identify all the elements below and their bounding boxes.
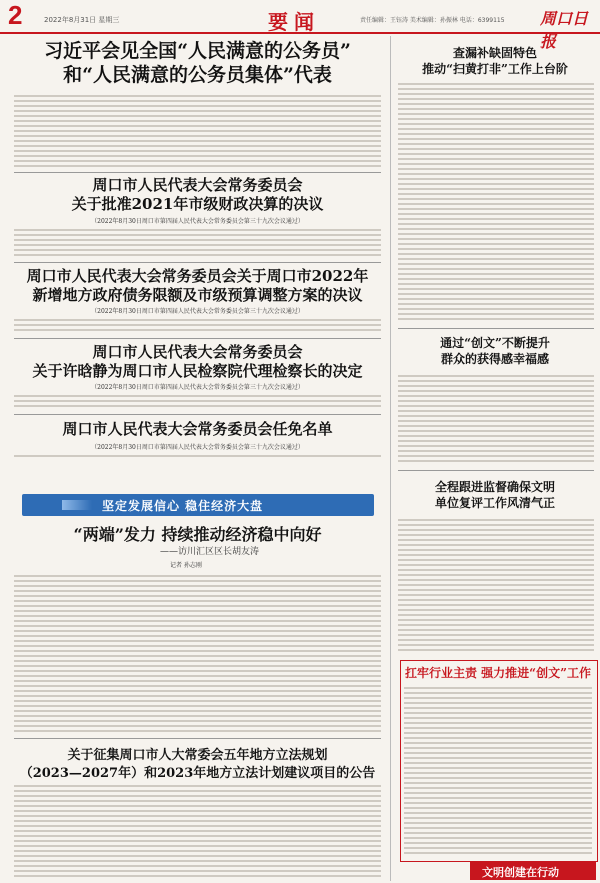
right-article-1-title-line1: 查漏补缺固特色 <box>452 46 537 60</box>
banner-accent <box>62 500 92 510</box>
right-article-2-body <box>398 372 594 464</box>
resolution-1-title: 周口市人民代表大会常务委员会 <box>92 176 303 194</box>
divider <box>14 414 381 415</box>
column-divider <box>390 36 391 881</box>
resolution-3-title: 周口市人民代表大会常务委员会 <box>92 343 303 361</box>
announcement-title-line1: 关于征集周口市人大常委会五年地方立法规划 <box>67 748 328 763</box>
editor-credits: 责任编辑：王钰涛 美术编辑：孙振林 电话：6399115 <box>360 17 505 24</box>
resolution-2-title: 周口市人民代表大会常务委员会关于周口市2022年 <box>26 267 369 285</box>
resolution-4-title: 周口市人民代表大会常务委员会任免名单 <box>62 420 333 438</box>
resolution-4-subtitle: （2022年8月30日周口市第四届人民代表大会常务委员会第三十九次会议通过） <box>91 444 304 451</box>
footer-tag-text: 文明创建在行动 <box>482 866 559 879</box>
resolution-3-subtitle: （2022年8月30日周口市第四届人民代表大会常务委员会第三十九次会议通过） <box>91 384 304 391</box>
divider <box>14 262 381 263</box>
lead-body-text <box>14 92 381 168</box>
divider <box>398 328 594 329</box>
resolution-2-subtitle: （2022年8月30日周口市第四届人民代表大会常务委员会第三十九次会议通过） <box>91 308 304 315</box>
feature-byline: 记者 孙志刚 <box>170 562 202 569</box>
feature-body-text <box>14 572 381 732</box>
feature-headline: “两端”发力 持续推动经济稳中向好 <box>73 525 322 544</box>
right-article-3-body <box>398 516 594 652</box>
feature-banner <box>22 494 374 516</box>
civilization-box-body <box>404 684 592 854</box>
right-article-2-title-line2: 群众的获得感幸福感 <box>440 352 549 366</box>
resolution-3-body <box>14 392 381 408</box>
announcement-title-line2: （2023—2027年）和2023年地方立法计划建议项目的公告 <box>19 766 376 781</box>
lead-headline-line2: 和“人民满意的公务员集体”代表 <box>63 64 332 86</box>
divider <box>14 738 381 739</box>
resolution-1-title2: 关于批准2021年市级财政决算的决议 <box>71 195 324 213</box>
civilization-box-title: 扛牢行业主责 强力推进“创文”工作 <box>405 666 591 680</box>
resolution-1-subtitle: （2022年8月30日周口市第四届人民代表大会常务委员会第三十九次会议通过） <box>91 218 304 225</box>
resolution-1-body <box>14 226 381 256</box>
right-article-3-title-line2: 单位复评工作风清气正 <box>434 496 555 510</box>
resolution-2-title2: 新增地方政府债务限额及市级预算调整方案的决议 <box>32 286 363 304</box>
right-article-1-body <box>398 80 594 322</box>
right-article-2-title-line1: 通过“创文”不断提升 <box>440 336 550 350</box>
lead-headline-line1: 习近平会见全国“人民满意的公务员” <box>44 40 351 62</box>
divider <box>14 338 381 339</box>
announcement-body <box>14 782 381 878</box>
section-title: 要闻 <box>268 10 320 34</box>
page-number: 2 <box>8 0 23 30</box>
issue-date: 2022年8月31日 星期三 <box>44 16 120 24</box>
resolution-2-body <box>14 316 381 332</box>
banner-text: 坚定发展信心 稳住经济大盘 <box>102 499 264 513</box>
resolution-3-title2: 关于许晗静为周口市人民检察院代理检察长的决定 <box>32 362 363 380</box>
right-article-1-title-line2: 推动“扫黄打非”工作上台阶 <box>422 62 568 76</box>
divider <box>14 172 381 173</box>
resolution-4-body <box>14 452 381 460</box>
divider <box>398 470 594 471</box>
feature-subheadline: ——访川汇区区长胡友涛 <box>160 547 260 557</box>
right-article-3-title-line1: 全程跟进监督确保文明 <box>434 480 555 494</box>
newspaper-logo: 周口日报 <box>540 9 589 51</box>
